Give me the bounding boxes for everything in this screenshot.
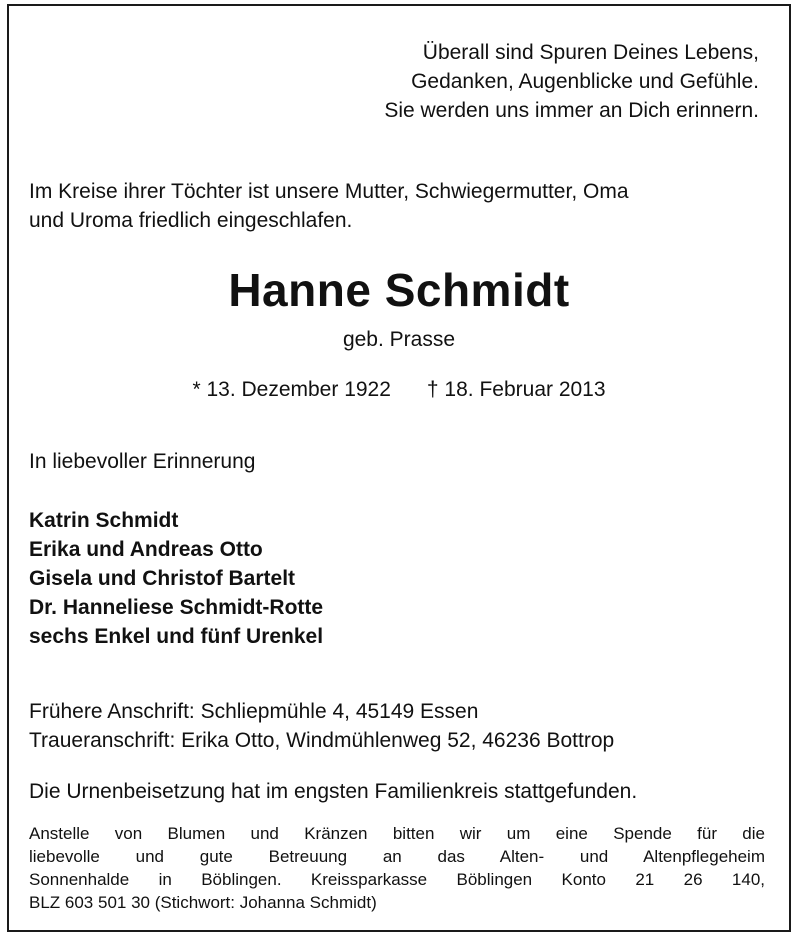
donation-line: BLZ 603 501 30 (Stichwort: Johanna Schmidt) [29, 893, 377, 912]
mourner-name: Dr. Hanneliese Schmidt-Rotte [29, 596, 324, 619]
donation-line: liebevolle und gute Betreuung an das Alten- und Altenpflegeheim [29, 847, 765, 866]
announcement-line: und Uroma friedlich eingeschlafen. [29, 209, 353, 232]
mourner-name: sechs Enkel und fünf Urenkel [29, 625, 324, 648]
obituary-notice [7, 4, 791, 932]
death-announcement [29, 177, 629, 235]
donation-line: Anstelle von Blumen und Kränzen bitten wir um eine Spende für die [29, 824, 765, 843]
maiden-name: geb. Prasse [342, 328, 456, 351]
mourner-name: Erika und Andreas Otto [29, 538, 263, 561]
mourners-list [29, 506, 323, 651]
birth-date: * 13. Dezember 1922 [192, 378, 391, 401]
mourning-address: Traueranschrift: Erika Otto, Windmühlenweg 52, 46236 Bottrop [29, 729, 615, 752]
death-date: † 18. Februar 2013 [426, 378, 606, 401]
life-dates [9, 376, 789, 404]
donation-request [29, 822, 765, 914]
remembrance-line: In liebevoller Erinnerung [29, 450, 256, 473]
addresses [29, 697, 614, 755]
verse-line: Sie werden uns immer an Dich erinnern. [384, 99, 759, 122]
donation-line: Sonnenhalde in Böblingen. Kreissparkasse Böblingen Konto 21 26 140, [29, 870, 765, 889]
urn-burial-note: Die Urnenbeisetzung hat im engsten Familienkreis stattgefunden. [29, 780, 638, 803]
mourner-name: Katrin Schmidt [29, 509, 179, 532]
memorial-verse [384, 38, 759, 125]
verse-line: Überall sind Spuren Deines Lebens, [422, 41, 759, 64]
mourner-name: Gisela und Christof Bartelt [29, 567, 296, 590]
deceased-name: Hanne Schmidt [228, 264, 570, 316]
verse-line: Gedanken, Augenblicke und Gefühle. [411, 70, 759, 93]
announcement-line: Im Kreise ihrer Töchter ist unsere Mutter, Schwiegermutter, Oma [29, 180, 629, 203]
former-address: Frühere Anschrift: Schliepmühle 4, 45149 Essen [29, 700, 479, 723]
